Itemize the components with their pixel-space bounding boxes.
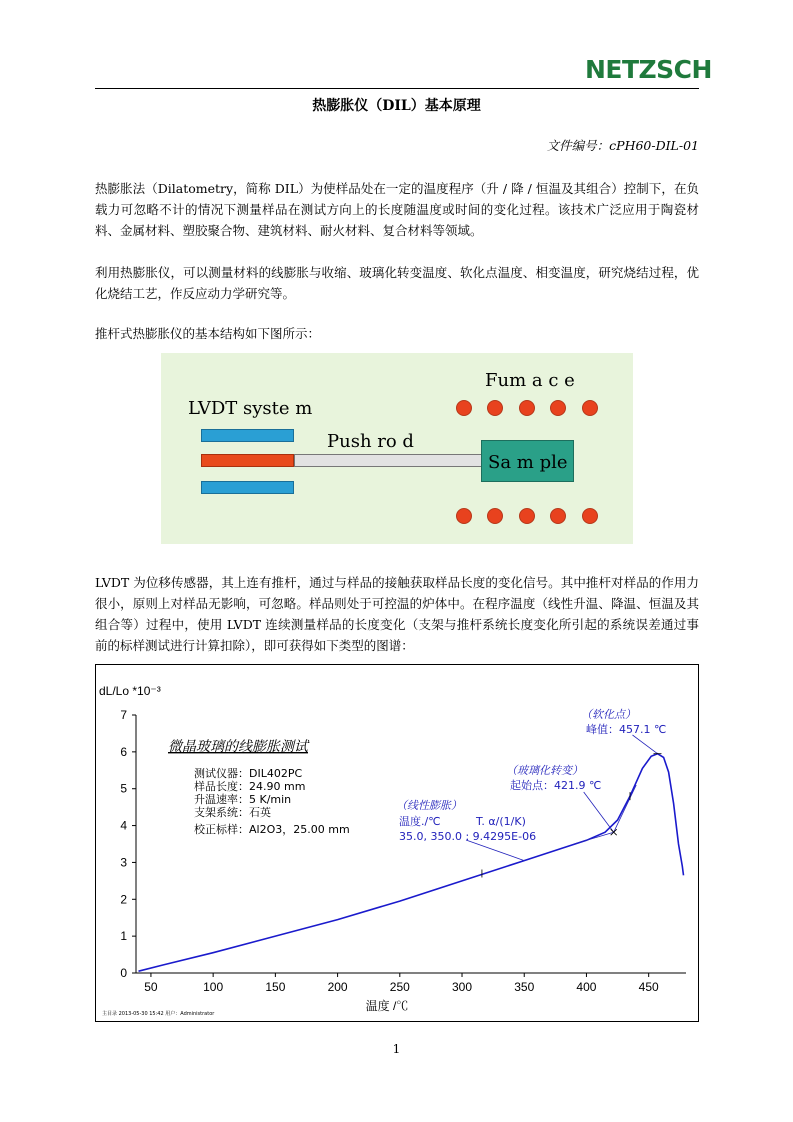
dil-chart-svg bbox=[96, 665, 698, 1021]
header-rule bbox=[95, 88, 699, 89]
pushrod-label: Push ro d bbox=[327, 431, 414, 452]
dilatometer-structure-diagram bbox=[161, 353, 633, 544]
x-tick-label: 250 bbox=[389, 980, 410, 994]
x-tick-label: 150 bbox=[265, 980, 286, 994]
y-tick-label: 3 bbox=[120, 855, 127, 870]
linear-expansion-value: 35.0, 350.0 : 9.4295E-06 bbox=[399, 830, 537, 843]
y-tick-label: 5 bbox=[120, 781, 127, 796]
furnace-heater-dot bbox=[583, 509, 598, 524]
dil-curve-chart bbox=[95, 664, 699, 1022]
furnace-heaters bbox=[161, 353, 633, 544]
x-tick-label: 350 bbox=[514, 980, 535, 994]
furnace-heater-dot bbox=[551, 401, 566, 416]
glass-leader bbox=[584, 792, 614, 832]
softening-point-title: （软化点） bbox=[581, 708, 636, 721]
y-tick-label: 7 bbox=[120, 708, 127, 722]
glass-transition-title: （玻璃化转变） bbox=[506, 764, 583, 777]
y-tick-label: 0 bbox=[120, 966, 127, 980]
furnace-heater-dot bbox=[551, 509, 566, 524]
x-tick-label: 200 bbox=[327, 980, 348, 994]
document-title: 热膨胀仪（DIL）基本原理 bbox=[312, 98, 481, 114]
x-tick-label: 450 bbox=[638, 980, 659, 994]
y-ticks bbox=[120, 708, 136, 980]
furnace-heater-dot bbox=[457, 509, 472, 524]
x-ticks bbox=[144, 973, 659, 994]
furnace-heater-dot bbox=[488, 401, 503, 416]
netzsch-logo: NETZSCH bbox=[585, 55, 712, 84]
x-axis-label: 温度 /℃ bbox=[365, 999, 409, 1013]
test-info-line: 支架系统：石英 bbox=[194, 806, 271, 819]
x-tick-label: 400 bbox=[576, 980, 597, 994]
sample-label: Sa m ple bbox=[488, 452, 568, 473]
document-number: 文件编号：cPH60-DIL-01 bbox=[546, 138, 699, 153]
x-tick-label: 100 bbox=[203, 980, 224, 994]
chart-footer: 主目录 2013-05-30 15:42 用户：Administrator bbox=[102, 1011, 215, 1017]
lvdt-system-label: LVDT syste m bbox=[188, 398, 313, 419]
furnace-heater-dot bbox=[520, 401, 535, 416]
y-tick-label: 2 bbox=[120, 892, 127, 907]
paragraph-intro: 热膨胀法（Dilatometry，简称 DIL）为使样品处在一定的温度程序（升 / 降 / 恒温及其组合）控制下，在负载力可忽略不计的情况下测量样品在测试方向上的长度随温度或时间的变化过程。该技术广泛应用于陶瓷材料、金属材料、塑胶聚合物、建筑材料、耐火材料、复合材料等领域。 bbox=[95, 181, 699, 238]
test-info-line: 样品长度：24.90 mm bbox=[194, 780, 306, 793]
test-info-line: 升温速率：5 K/min bbox=[194, 793, 292, 806]
softening-point-value: 峰值：457.1 ℃ bbox=[586, 723, 667, 736]
glass-transition-value: 起始点：421.9 ℃ bbox=[510, 779, 602, 792]
paragraph-applications: 利用热膨胀仪，可以测量材料的线膨胀与收缩、玻璃化转变温度、软化点温度、相变温度，研究烧结过程，优化烧结工艺，作反应动力学研究等。 bbox=[95, 265, 699, 301]
linear-expansion-title: （线性膨胀） bbox=[396, 799, 462, 812]
test-info bbox=[194, 766, 350, 836]
furnace-label: Fum a c e bbox=[485, 370, 575, 391]
test-info-line: 校正标样：Al2O3，25.00 mm bbox=[194, 823, 350, 836]
furnace-heater-dot bbox=[520, 509, 535, 524]
y-tick-label: 1 bbox=[120, 929, 127, 944]
annotation-leaders bbox=[466, 735, 662, 877]
linear-expansion-header-right: T. α/(1/K) bbox=[476, 815, 526, 828]
y-tick-label: 6 bbox=[120, 744, 127, 759]
y-axis-label: dL/Lo *10⁻³ bbox=[99, 684, 161, 698]
glass-tangent-1 bbox=[574, 832, 614, 844]
furnace-heater-dot bbox=[583, 401, 598, 416]
linear-expansion-header-left: 温度./℃ bbox=[399, 815, 441, 828]
chart-title: 微晶玻璃的线膨胀测试 bbox=[168, 739, 308, 755]
x-tick-label: 50 bbox=[144, 980, 158, 994]
y-tick-label: 4 bbox=[120, 818, 127, 833]
glass-tangent-2 bbox=[614, 785, 637, 832]
page-number: 1 bbox=[392, 1042, 401, 1056]
paragraph-lvdt-description: LVDT 为位移传感器，其上连有推杆，通过与样品的接触获取样品长度的变化信号。其中推杆对样品的作用力很小，原则上对样品无影响，可忽略。样品则处于可控温的炉体中。在程序温度（线性升温、降温、恒温及其组合等）过程中，使用 LVDT 连续测量样品的长度变化（支架与推杆系统长度变化所引起的系统误差通过事前的标样测试进行计算扣除），即可获得如下类型的图谱： bbox=[95, 575, 699, 653]
furnace-heater-dot bbox=[488, 509, 503, 524]
softening-leader bbox=[633, 735, 658, 754]
paragraph-structure-intro: 推杆式热膨胀仪的基本结构如下图所示： bbox=[95, 326, 321, 341]
linear-leader bbox=[466, 840, 524, 861]
x-tick-label: 300 bbox=[452, 980, 473, 994]
test-info-line: 测试仪器：DIL402PC bbox=[194, 767, 303, 780]
furnace-heater-dot bbox=[457, 401, 472, 416]
